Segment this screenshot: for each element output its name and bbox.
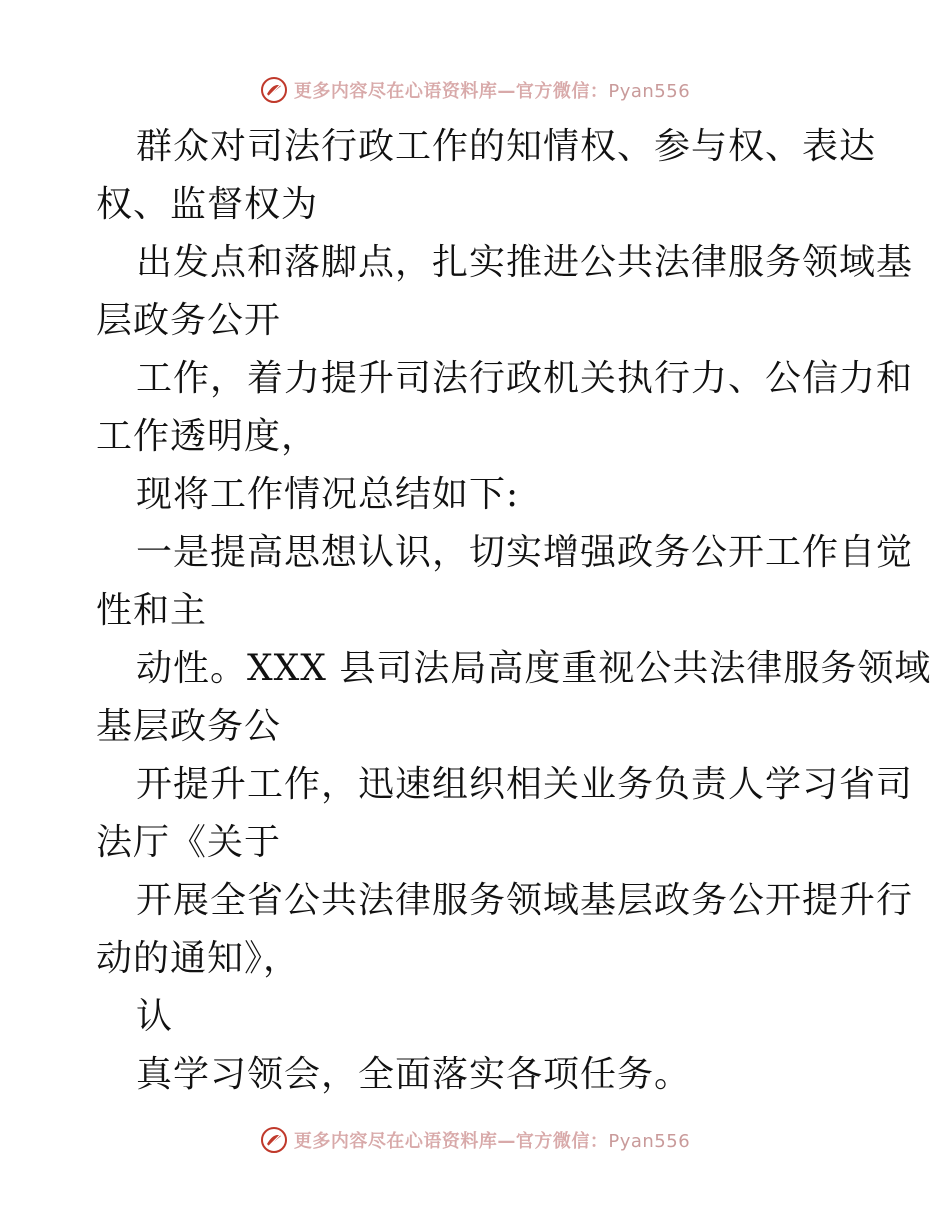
paragraph-line: 出发点和落脚点，扎实推进公共法律服务领域基: [136, 242, 914, 283]
footer-banner: [0, 1120, 950, 1160]
paragraph-line: 现将工作情况总结如下:: [136, 474, 520, 515]
paragraph-line: 真学习领会，全面落实各项任务。: [136, 1054, 692, 1095]
paragraph-line: 认: [136, 996, 174, 1037]
wechat-id: Pyan556: [608, 1131, 691, 1152]
paragraph-line: 法厅《关于: [96, 822, 282, 863]
paragraph-line: 开展全省公共法律服务领域基层政务公开提升行: [136, 880, 914, 921]
paragraph-line: 工作透明度，: [96, 416, 319, 457]
banner-title: 更多内容尽在心语资料库—官方微信：: [293, 1131, 609, 1152]
header-banner: [0, 70, 950, 110]
scroll-quill-logo-icon: [260, 76, 288, 104]
paragraph-line: 开提升工作，迅速组织相关业务负责人学习省司: [136, 764, 914, 805]
paragraph-line: 动性。XXX 县司法局高度重视公共法律服务领域: [136, 648, 932, 689]
paragraph-line: 一是提高思想认识，切实增强政务公开工作自觉: [136, 532, 914, 573]
scroll-quill-logo-icon: [260, 1126, 288, 1154]
paragraph-line: 层政务公开: [96, 300, 282, 341]
wechat-id: Pyan556: [608, 81, 691, 102]
banner-title: 更多内容尽在心语资料库—官方微信：: [293, 81, 609, 102]
paragraph-line: 工作，着力提升司法行政机关执行力、公信力和: [136, 358, 914, 399]
banner-text: [294, 1127, 690, 1153]
paragraph-line: 动的通知》，: [96, 938, 301, 979]
document-body: [96, 118, 932, 1104]
banner-text: [294, 77, 690, 103]
paragraph-line: 群众对司法行政工作的知情权、参与权、表达: [136, 126, 877, 167]
paragraph-line: 性和主: [96, 590, 208, 631]
paragraph-line: 基层政务公: [96, 706, 282, 747]
paragraph-line: 权、监督权为: [96, 184, 319, 225]
